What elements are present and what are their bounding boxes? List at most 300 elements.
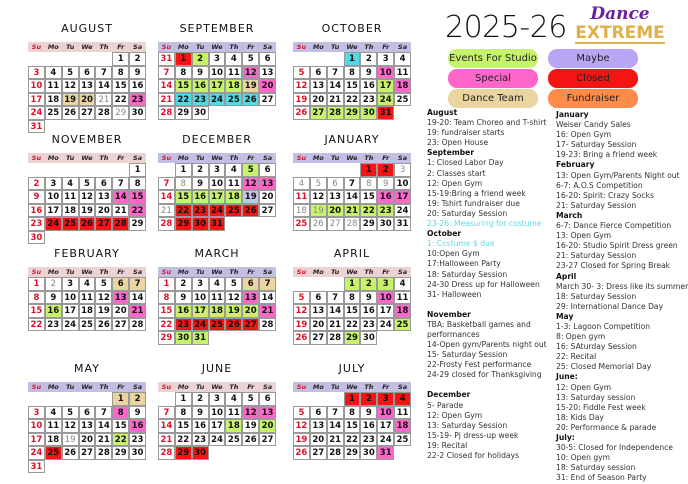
day-cell: 2 <box>192 163 209 177</box>
day-cell: 17 <box>28 433 45 447</box>
day-cell: 21 <box>95 93 112 107</box>
weekday-label: Sa <box>263 268 273 276</box>
day-cell: 23 <box>360 318 377 332</box>
day-cell: 8 <box>175 406 192 420</box>
day-cell: 5 <box>95 277 112 291</box>
day-cell: 13 <box>310 79 327 93</box>
day-cell: 18 <box>225 419 242 433</box>
day-cell: 15 <box>360 190 377 204</box>
event-item: 16: SAturday Session <box>556 342 637 352</box>
weekday-label: We <box>81 268 93 276</box>
day-cell: 26 <box>293 331 310 345</box>
day-cell: 27 <box>95 217 112 231</box>
weekday-label: Su <box>31 43 42 51</box>
event-item: 6-7: Dance Fierce Competition <box>556 221 672 231</box>
day-cell: 13 <box>327 190 344 204</box>
weekday-label: Fr <box>382 383 390 391</box>
day-cell: 11 <box>62 190 79 204</box>
weekday-label: Tu <box>66 154 75 162</box>
day-cell: 27 <box>259 204 276 218</box>
day-cell: 16 <box>28 204 45 218</box>
day-cell: 16 <box>129 79 146 93</box>
day-cell: 3 <box>28 406 45 420</box>
day-cell: 5 <box>242 392 259 406</box>
day-cell: 4 <box>225 392 242 406</box>
day-cell: 15 <box>158 304 175 318</box>
day-cell: 5 <box>310 177 327 191</box>
day-cell: 18 <box>394 419 411 433</box>
day-cell: 27 <box>259 93 276 107</box>
day-cell: 25 <box>394 318 411 332</box>
day-cell: 29 <box>175 446 192 460</box>
month-title: OCTOBER <box>321 22 383 35</box>
event-item: 19: Recital <box>427 440 468 450</box>
day-cell: 16 <box>192 419 209 433</box>
day-cell: 14 <box>95 79 112 93</box>
weekday-header <box>28 42 146 52</box>
weekday-header <box>158 267 276 277</box>
day-cell: 24 <box>45 217 62 231</box>
day-cell: 9 <box>45 291 62 305</box>
weekday-label: Th <box>99 43 109 51</box>
event-item: 19: Tshirt fundraiser due <box>427 198 520 208</box>
day-cell: 1 <box>112 52 129 66</box>
day-cell: 17 <box>45 204 62 218</box>
events-month-heading: November <box>427 309 471 319</box>
day-cell: 18 <box>225 79 242 93</box>
day-cell: 28 <box>95 446 112 460</box>
day-cell: 7 <box>95 66 112 80</box>
day-cell: 7 <box>158 66 175 80</box>
day-cell: 15 <box>112 79 129 93</box>
day-cell: 30 <box>377 217 394 231</box>
weekday-label: Su <box>161 154 172 162</box>
event-item: 30-5: Closed for Independence <box>556 443 673 453</box>
day-cell: 25 <box>79 318 96 332</box>
day-cell: 4 <box>209 277 226 291</box>
day-cell: 3 <box>62 277 79 291</box>
event-item: 6-7: A.O.S Competition <box>556 180 643 190</box>
day-cell: 6 <box>259 163 276 177</box>
day-cell: 24 <box>62 318 79 332</box>
day-cell: 10 <box>28 79 45 93</box>
day-cell: 14 <box>129 291 146 305</box>
weekday-label: Su <box>161 268 172 276</box>
day-cell: 2 <box>360 392 377 406</box>
day-cell: 23 <box>129 433 146 447</box>
day-cell: 14 <box>112 190 129 204</box>
event-item: 21: Saturday Session <box>556 200 637 210</box>
day-cell: 3 <box>28 66 45 80</box>
weekday-label: Tu <box>196 383 205 391</box>
day-cell: 17 <box>209 79 226 93</box>
weekday-header <box>293 153 411 163</box>
day-cell: 21 <box>158 204 175 218</box>
weekday-label: Fr <box>247 383 255 391</box>
event-item: 29: International Dance Day <box>556 301 664 311</box>
weekday-label: Th <box>229 383 239 391</box>
day-cell: 20 <box>95 204 112 218</box>
day-cell: 30 <box>175 331 192 345</box>
legend-fundraiser: Fundraiser <box>548 89 638 108</box>
day-cell: 6 <box>310 291 327 305</box>
day-cell: 12 <box>95 291 112 305</box>
weekday-label: Sa <box>133 43 143 51</box>
weekday-label: Su <box>296 154 307 162</box>
events-list-spring <box>556 110 688 483</box>
day-cell: 31 <box>28 460 45 474</box>
day-cell: 29 <box>112 106 129 120</box>
day-cell: 12 <box>293 79 310 93</box>
event-item: 15-19:Bring a friend week <box>427 188 526 198</box>
event-item: 20: Performance & parade <box>556 422 657 432</box>
event-item: 10:Open Gym <box>427 249 480 259</box>
day-cell: 29 <box>344 446 361 460</box>
day-cell: 13 <box>310 304 327 318</box>
day-cell: 7 <box>327 406 344 420</box>
day-cell: 24 <box>394 204 411 218</box>
day-cell: 9 <box>192 66 209 80</box>
day-cell: 26 <box>293 106 310 120</box>
day-cell: 28 <box>259 318 276 332</box>
day-cell: 20 <box>79 93 96 107</box>
weekday-label: Tu <box>66 383 75 391</box>
weekday-label: Mo <box>312 43 324 51</box>
day-cell: 11 <box>394 66 411 80</box>
day-cell: 9 <box>360 291 377 305</box>
day-cell: 16 <box>360 304 377 318</box>
weekday-label: We <box>346 154 358 162</box>
day-cell: 31 <box>377 446 394 460</box>
day-cell: 30 <box>129 106 146 120</box>
weekday-label: Tu <box>196 268 205 276</box>
day-cell: 16 <box>192 79 209 93</box>
day-cell: 10 <box>45 190 62 204</box>
day-cell: 30 <box>192 217 209 231</box>
day-cell: 24 <box>209 433 226 447</box>
event-item: 22-2 Closed for holidays <box>427 451 520 460</box>
weekday-label: We <box>346 268 358 276</box>
day-cell: 27 <box>242 318 259 332</box>
event-item: 24-30 Dress up for Halloween <box>427 279 540 289</box>
event-item: 18: Kids Day <box>556 412 604 422</box>
day-cell: 19 <box>293 93 310 107</box>
day-cell: 3 <box>394 163 411 177</box>
day-cell: 19 <box>310 204 327 218</box>
day-cell: 10 <box>209 406 226 420</box>
day-cell: 29 <box>112 446 129 460</box>
day-cell: 6 <box>95 177 112 191</box>
day-cell: 25 <box>62 217 79 231</box>
day-cell: 30 <box>360 331 377 345</box>
weekday-label: Tu <box>66 43 75 51</box>
month-title: FEBRUARY <box>54 247 120 260</box>
day-cell: 10 <box>377 66 394 80</box>
day-cell: 13 <box>95 190 112 204</box>
weekday-label: We <box>211 154 223 162</box>
day-cell: 16 <box>129 419 146 433</box>
day-cell: 25 <box>45 106 62 120</box>
day-cell: 13 <box>310 419 327 433</box>
day-cell: 24 <box>28 106 45 120</box>
day-cell: 4 <box>79 277 96 291</box>
day-cell: 11 <box>45 419 62 433</box>
day-cell: 17 <box>377 304 394 318</box>
day-cell: 6 <box>112 277 129 291</box>
day-cell: 15 <box>175 79 192 93</box>
day-cell: 21 <box>327 93 344 107</box>
day-cell: 1 <box>28 277 45 291</box>
day-cell: 18 <box>45 93 62 107</box>
day-cell: 24 <box>192 318 209 332</box>
event-item: Weiser Candy Sales <box>556 120 631 130</box>
weekday-label: Fr <box>382 154 390 162</box>
day-cell: 2 <box>28 177 45 191</box>
weekday-label: Th <box>364 43 374 51</box>
day-cell: 20 <box>259 190 276 204</box>
weekday-label: Sa <box>133 383 143 391</box>
legend-events-for-studio: Events For Studio <box>448 49 538 68</box>
day-cell: 8 <box>28 291 45 305</box>
day-cell: 12 <box>62 79 79 93</box>
event-item: 1: Closed Labor Day <box>427 158 504 168</box>
event-item: March 30- 3: Dress like its summer <box>556 281 688 291</box>
day-cell: 21 <box>158 93 175 107</box>
day-cell: 8 <box>129 177 146 191</box>
day-cell: 11 <box>45 79 62 93</box>
event-item: 8: Open gym <box>556 332 606 342</box>
weekday-label: Sa <box>398 154 408 162</box>
event-item: 23-26: Measuring for costume <box>427 219 542 229</box>
day-cell: 25 <box>225 93 242 107</box>
day-cell: 9 <box>360 66 377 80</box>
weekday-label: We <box>211 43 223 51</box>
weekday-header <box>158 42 276 52</box>
day-cell: 23 <box>192 204 209 218</box>
day-cell: 7 <box>327 66 344 80</box>
day-cell: 23 <box>192 93 209 107</box>
day-cell: 1 <box>175 52 192 66</box>
day-cell: 21 <box>344 204 361 218</box>
day-cell: 6 <box>259 392 276 406</box>
day-cell: 22 <box>344 318 361 332</box>
day-cell: 8 <box>360 177 377 191</box>
day-cell: 31 <box>377 106 394 120</box>
weekday-label: Fr <box>247 268 255 276</box>
day-cell: 19 <box>62 93 79 107</box>
day-cell: 10 <box>377 291 394 305</box>
day-cell: 23 <box>129 93 146 107</box>
day-cell: 9 <box>28 190 45 204</box>
day-cell: 23 <box>377 204 394 218</box>
day-cell: 11 <box>209 291 226 305</box>
day-cell: 16 <box>377 190 394 204</box>
day-cell: 30 <box>192 446 209 460</box>
day-cell: 13 <box>259 406 276 420</box>
day-cell: 10 <box>62 291 79 305</box>
day-cell: 28 <box>327 331 344 345</box>
day-cell: 12 <box>79 190 96 204</box>
day-cell: 22 <box>158 318 175 332</box>
day-cell: 7 <box>129 277 146 291</box>
day-cell: 13 <box>259 177 276 191</box>
day-cell: 8 <box>158 291 175 305</box>
day-cell: 21 <box>129 304 146 318</box>
day-cell: 25 <box>394 93 411 107</box>
event-item: 13: Saturday Session <box>427 420 508 430</box>
logo-dance: Dance <box>590 4 650 24</box>
day-cell: 29 <box>175 217 192 231</box>
event-item: 23-27 Closed for Spring Break <box>556 261 671 271</box>
day-cell: 31 <box>394 217 411 231</box>
day-cell: 6 <box>79 406 96 420</box>
day-cell: 13 <box>79 419 96 433</box>
day-cell: 11 <box>394 406 411 420</box>
month-title: JUNE <box>201 362 233 375</box>
day-cell: 28 <box>158 106 175 120</box>
events-month-heading: January <box>556 110 589 119</box>
legend-maybe: Maybe <box>548 49 638 68</box>
day-cell: 3 <box>209 163 226 177</box>
day-cell: 23 <box>175 318 192 332</box>
month-title: MARCH <box>194 247 240 260</box>
season-title: 2025-26 <box>445 10 567 45</box>
weekday-label: Mo <box>312 154 324 162</box>
event-item: 17- Saturday Session <box>556 140 637 150</box>
event-item: 15-19- Pj dress-up week <box>427 430 519 440</box>
day-cell: 10 <box>192 291 209 305</box>
weekday-label: Mo <box>177 154 189 162</box>
day-cell: 31 <box>209 217 226 231</box>
day-cell: 15 <box>175 419 192 433</box>
day-cell: 16 <box>192 190 209 204</box>
day-cell: 4 <box>225 163 242 177</box>
day-cell: 24 <box>209 93 226 107</box>
day-cell: 21 <box>158 433 175 447</box>
day-cell: 10 <box>209 177 226 191</box>
day-cell: 24 <box>377 93 394 107</box>
day-cell: 13 <box>242 291 259 305</box>
weekday-label: Su <box>31 154 42 162</box>
weekday-label: Fr <box>382 43 390 51</box>
weekday-header <box>293 382 411 392</box>
weekday-label: Sa <box>398 43 408 51</box>
event-item: 15- Saturday Session <box>427 350 508 360</box>
event-item: 18: Saturday Session <box>556 291 637 301</box>
day-cell: 5 <box>242 163 259 177</box>
day-cell: 12 <box>62 419 79 433</box>
day-cell: 31 <box>28 120 45 134</box>
day-cell: 13 <box>112 291 129 305</box>
legend-dance-team: Dance Team <box>448 89 538 108</box>
day-cell: 29 <box>175 106 192 120</box>
weekday-label: Su <box>296 383 307 391</box>
weekday-label: We <box>211 383 223 391</box>
weekday-label: Sa <box>263 43 273 51</box>
day-cell: 18 <box>394 79 411 93</box>
day-cell: 19 <box>79 204 96 218</box>
day-cell: 3 <box>45 177 62 191</box>
day-cell: 22 <box>112 433 129 447</box>
day-cell: 8 <box>175 177 192 191</box>
day-cell: 14 <box>327 304 344 318</box>
day-cell: 26 <box>242 204 259 218</box>
day-cell: 25 <box>225 204 242 218</box>
day-cell: 19 <box>242 190 259 204</box>
day-cell: 18 <box>209 304 226 318</box>
events-month-heading: October <box>427 229 462 239</box>
events-month-heading: July: <box>556 433 575 442</box>
day-cell: 14 <box>259 291 276 305</box>
day-cell: 8 <box>344 406 361 420</box>
day-cell: 4 <box>225 52 242 66</box>
day-cell: 31 <box>192 331 209 345</box>
day-cell: 2 <box>192 392 209 406</box>
dance-extreme-logo <box>575 4 665 48</box>
day-cell: 1 <box>112 392 129 406</box>
day-cell: 14 <box>158 419 175 433</box>
weekday-label: Tu <box>331 154 340 162</box>
weekday-label: We <box>81 43 93 51</box>
day-cell: 12 <box>310 190 327 204</box>
day-cell: 26 <box>225 318 242 332</box>
event-item: 24-29 closed for Thanksgiving <box>427 370 542 380</box>
day-cell: 12 <box>242 177 259 191</box>
weekday-label: Fr <box>117 43 125 51</box>
day-cell: 5 <box>293 291 310 305</box>
weekday-label: Fr <box>117 154 125 162</box>
event-item: 13: Open Gym/Parents Night out <box>556 170 680 180</box>
day-cell: 17 <box>377 419 394 433</box>
weekday-label: Mo <box>47 154 59 162</box>
day-cell: 3 <box>209 392 226 406</box>
events-month-heading: March <box>556 210 583 220</box>
day-cell: 12 <box>293 304 310 318</box>
weekday-label: Tu <box>331 43 340 51</box>
day-cell: 7 <box>259 277 276 291</box>
day-cell: 26 <box>79 217 96 231</box>
day-cell: 28 <box>158 446 175 460</box>
day-cell: 1 <box>175 392 192 406</box>
day-cell: 26 <box>95 318 112 332</box>
day-cell: 12 <box>242 406 259 420</box>
day-cell: 4 <box>45 406 62 420</box>
day-cell: 9 <box>377 177 394 191</box>
day-cell: 20 <box>112 304 129 318</box>
day-cell: 5 <box>62 66 79 80</box>
day-cell: 16 <box>360 79 377 93</box>
day-cell: 5 <box>62 406 79 420</box>
day-cell: 5 <box>293 406 310 420</box>
day-cell: 19 <box>242 79 259 93</box>
day-cell: 7 <box>112 177 129 191</box>
day-cell: 3 <box>377 52 394 66</box>
weekday-label: Tu <box>196 154 205 162</box>
day-cell: 2 <box>192 52 209 66</box>
day-cell: 2 <box>129 392 146 406</box>
day-cell: 26 <box>310 217 327 231</box>
day-cell: 8 <box>175 66 192 80</box>
weekday-label: Th <box>364 268 374 276</box>
month-title: JULY <box>338 362 366 375</box>
events-month-heading: December <box>427 390 471 400</box>
weekday-label: Th <box>364 383 374 391</box>
day-cell-prev: 31 <box>158 52 175 66</box>
day-cell: 1 <box>129 163 146 177</box>
day-cell: 30 <box>360 446 377 460</box>
day-cell: 21 <box>112 204 129 218</box>
day-cell: 6 <box>310 66 327 80</box>
